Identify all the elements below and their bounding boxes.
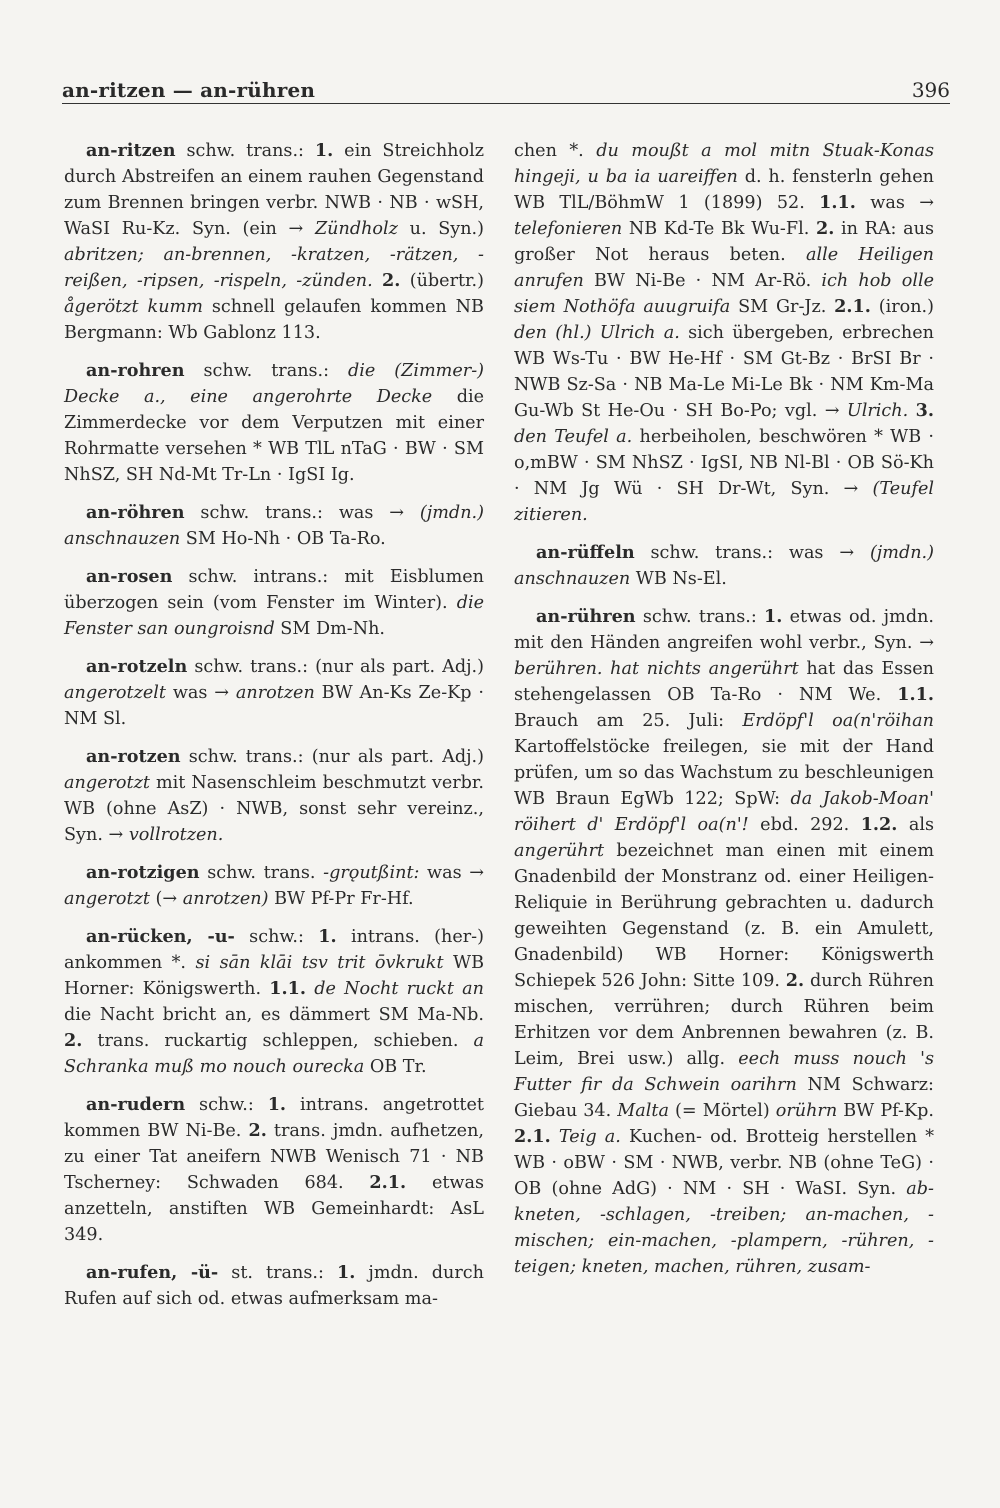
entry-an-roehren bbox=[64, 500, 484, 552]
sense-number: 2.1. bbox=[514, 1126, 551, 1147]
right-column bbox=[514, 138, 934, 1292]
text: NM Schwarz: Giebau 34. bbox=[514, 1075, 934, 1121]
entry-an-rufen bbox=[64, 1260, 484, 1312]
italic-text: die Fenster san oungroisnd bbox=[64, 593, 484, 639]
text: (übertr.) bbox=[400, 271, 484, 291]
lemma: an-rudern bbox=[86, 1094, 186, 1115]
italic-text: -grǫutßint: bbox=[323, 863, 420, 883]
text: BW An-Ks Ze-Kp · NM Sl. bbox=[64, 683, 485, 729]
arrow-icon: → bbox=[824, 401, 840, 421]
entry-an-rotzigen bbox=[64, 860, 484, 912]
running-head bbox=[62, 76, 950, 104]
arrow-icon: → bbox=[919, 633, 934, 653]
italic-text: (jmdn.) anschnauzen bbox=[64, 503, 484, 549]
italic-text: den Teufel a. bbox=[514, 427, 633, 447]
italic-text: Ulrich. bbox=[839, 401, 909, 421]
text: etwas od. jmdn. mit den Händen angreifen wohl verbr., Syn. bbox=[514, 607, 934, 653]
text: hat das Essen stehengelassen OB Ta-Ro · NM We. bbox=[514, 659, 935, 705]
lemma: an-rücken, -u- bbox=[86, 926, 235, 947]
text bbox=[373, 271, 382, 291]
lemma: an-rohren bbox=[86, 360, 185, 381]
text: mit Nasenschleim beschmutzt verbr. WB (ohne AsZ) · NWB, sonst sehr vereinz., Syn. bbox=[64, 773, 484, 845]
arrow-icon: → bbox=[108, 825, 124, 845]
sense-number: 2.1. bbox=[834, 296, 871, 317]
entry-an-rudern bbox=[64, 1092, 484, 1248]
text: NB Kd-Te Bk Wu-Fl. bbox=[622, 219, 816, 239]
italic-text: telefonieren bbox=[514, 219, 623, 239]
italic-text: den (hl.) Ulrich a. bbox=[514, 323, 680, 343]
text: u. Syn.) bbox=[397, 219, 485, 239]
text: schnell gelaufen kommen NB Bergmann: Wb Gablonz 113. bbox=[64, 297, 484, 343]
text: jmdn. durch Rufen auf sich od. etwas aufmerksam ma- bbox=[64, 1263, 484, 1309]
italic-text: Erdöpf'l oa(n'röihan bbox=[742, 711, 934, 731]
text: BW Pf-Pr Fr-Hf. bbox=[268, 889, 414, 909]
italic-text: de Nocht ruckt an bbox=[314, 979, 485, 999]
sense-number: 2. bbox=[248, 1120, 267, 1141]
italic-text: die (Zimmer-) Decke a., eine angerohrte Decke bbox=[64, 361, 484, 407]
lemma: an-rosen bbox=[86, 566, 173, 587]
sense-number: 1. bbox=[267, 1094, 287, 1115]
entry-an-rosen bbox=[64, 564, 484, 642]
italic-text: anrotzen bbox=[229, 683, 315, 703]
arrow-icon: → bbox=[839, 543, 855, 563]
arrow-icon: → bbox=[843, 479, 859, 499]
arrow-icon: → bbox=[214, 683, 230, 703]
lemma: an-rotzen bbox=[86, 746, 181, 767]
lemma: an-ritzen bbox=[86, 140, 176, 161]
lemma: an-rüffeln bbox=[536, 542, 635, 563]
text: d. h. fensterln gehen WB TlL/BöhmW 1 (1899) 52. bbox=[514, 167, 934, 213]
text: etwas anzetteln, anstiften WB Gemeinhardt: AsL 349. bbox=[64, 1173, 484, 1245]
text: trans. jmdn. aufhetzen, zu einer Tat aneifern NWB Wenisch 71 · NB Tscherney: Schwaden 684. bbox=[64, 1121, 484, 1193]
text bbox=[551, 1127, 559, 1147]
lemma: an-röhren bbox=[86, 502, 185, 523]
text: intrans. angetrottet kommen BW Ni-Be. bbox=[64, 1095, 484, 1141]
italic-text: angerotzt bbox=[64, 889, 150, 909]
sense-number: 2. bbox=[785, 970, 805, 991]
entry-an-rufen-continued bbox=[514, 138, 934, 528]
text: die Zimmerdecke vor dem Verputzen mit einer Rohrmatte versehen * WB TlL nTaG · BW · SM NhSZ, SH Nd-Mt Tr-Ln · IgSI Ig. bbox=[64, 387, 484, 485]
text: durch Rühren mischen, verrühren; durch Rühren beim Erhitzen vor dem Anbrennen bewahren (z. B. Leim, Brei usw.) allg. bbox=[514, 971, 935, 1069]
italic-text: angerührt bbox=[514, 841, 605, 861]
text: schw.: bbox=[234, 927, 319, 947]
text: bezeichnet man einen mit einem Gnadenbild der Monstranz od. einer Heiligen-Reliquie in Berührung gebrachten u. dadurch geweihten Gegenstand (z. B. ein Amulett, Gnadenbild) WB Horner: Königswerth Schiepek 526 John: Sitte 109. bbox=[514, 841, 934, 991]
text: st. trans.: bbox=[218, 1263, 337, 1283]
entry-an-rohren bbox=[64, 358, 484, 488]
text: intrans. (her-) ankommen *. bbox=[64, 927, 484, 973]
text: (iron.) bbox=[870, 297, 935, 317]
lemma: an-rotzeln bbox=[86, 656, 188, 677]
italic-text: da Jakob-Moan' röihert d' Erdöpf'l oa(n'! bbox=[514, 789, 934, 835]
sense-number: 1.1. bbox=[269, 978, 307, 999]
text: die Nacht bricht an, es dämmert SM Ma-Nb. bbox=[64, 1005, 484, 1025]
italic-text: a Schranka muß mo nouch ourecka bbox=[64, 1031, 484, 1077]
text: schw. intrans.: mit Eisblumen überzogen sein (vom Fenster im Winter). bbox=[64, 567, 484, 613]
italic-text: anrotzen) bbox=[177, 889, 269, 909]
sense-number: 2.1. bbox=[369, 1172, 407, 1193]
text: schw. trans.: (nur als part. Adj.) bbox=[180, 747, 484, 767]
text bbox=[908, 401, 915, 421]
lemma: an-rotzigen bbox=[86, 862, 200, 883]
text: schw. trans.: bbox=[184, 361, 349, 381]
italic-text: angerotzelt bbox=[64, 683, 166, 703]
sense-number: 1.1. bbox=[897, 684, 934, 705]
left-column bbox=[64, 138, 484, 1324]
text: SM Gr-Jz. bbox=[730, 297, 835, 317]
italic-text: ich hob olle siem Nothöfa auugruifa bbox=[514, 271, 934, 317]
arrow-icon: → bbox=[162, 889, 178, 909]
italic-text: eech muss nouch 's Futter fir da Schwein oarihrn bbox=[514, 1049, 934, 1095]
text: Kuchen- od. Brotteig herstellen * WB · oBW · SM · NWB, verbr. NB (ohne TeG) · OB (ohne AdG) · NM · SH · WaSI. Syn. bbox=[514, 1127, 934, 1199]
arrow-icon: → bbox=[919, 193, 934, 213]
sense-number: 1. bbox=[764, 606, 783, 627]
entry-an-ruecken bbox=[64, 924, 484, 1080]
italic-text: (jmdn.) anschnauzen bbox=[514, 543, 934, 589]
text: Brauch am 25. Juli: bbox=[514, 711, 743, 731]
text: (= Mörtel) bbox=[668, 1101, 776, 1121]
text bbox=[306, 979, 314, 999]
sense-number: 2. bbox=[382, 270, 401, 291]
entry-an-ritzen bbox=[64, 138, 484, 346]
italic-text: vollrotzen. bbox=[123, 825, 224, 845]
italic-text: ab-kneten, -schlagen, -treiben; an-machen, -mischen; ein-machen, -plampern, -rühren, -teigen; kneten, machen, rühren, zusam- bbox=[514, 1179, 934, 1277]
text: BW Pf-Kp. bbox=[837, 1101, 934, 1121]
text: SM Ho-Nh · OB Ta-Ro. bbox=[180, 529, 386, 549]
arrow-icon: → bbox=[389, 503, 405, 523]
arrow-icon: → bbox=[288, 219, 304, 239]
italic-text: du moußt a mol mitn Stuak-Konas hingeji, u ba ia uareiffen bbox=[514, 141, 934, 187]
italic-text: orührn bbox=[775, 1101, 838, 1121]
italic-text: Teig a. bbox=[558, 1127, 621, 1147]
sense-number: 2. bbox=[815, 218, 835, 239]
text: in RA: aus großer Not heraus beten. bbox=[514, 219, 934, 265]
text: OB Tr. bbox=[364, 1057, 427, 1077]
italic-text: si sān klāi tsv trit ōvkrukt bbox=[195, 953, 444, 973]
entry-an-ruehren bbox=[514, 604, 934, 1280]
text: sich übergeben, erbrechen WB Ws-Tu · BW He-Hf · SM Gt-Bz · BrSI Br · NWB Sz-Sa · NB Ma-Le Mi-Le Bk · NM Km-Ma Gu-Wb St He-Ou · SH Bo-Po; vgl. bbox=[514, 323, 934, 421]
entry-an-rotzen bbox=[64, 744, 484, 848]
italic-text: abritzen; an-brennen, -kratzen, -rätzen, -reißen, -ripsen, -rispeln, -zünden. bbox=[64, 245, 484, 291]
header-rule bbox=[62, 103, 950, 104]
sense-number: 1. bbox=[318, 926, 337, 947]
entry-an-rotzeln bbox=[64, 654, 484, 732]
page-number: 396 bbox=[911, 78, 950, 102]
sense-number: 2. bbox=[64, 1030, 83, 1051]
arrow-icon: → bbox=[469, 863, 484, 883]
text: was bbox=[419, 863, 470, 883]
sense-number: 1.1. bbox=[819, 192, 856, 213]
text: Kartoffelstöcke freilegen, sie mit der Hand prüfen, um so das Wachstum zu beschleunigen WB Braun EgWb 122; SpW: bbox=[514, 737, 934, 809]
text: schw. trans. bbox=[199, 863, 324, 883]
text: ( bbox=[149, 889, 163, 909]
text: SM Dm-Nh. bbox=[274, 619, 386, 639]
italic-text: berühren. hat nichts angerührt bbox=[514, 659, 799, 679]
sense-number: 1. bbox=[336, 1262, 356, 1283]
text: als bbox=[897, 815, 934, 835]
text: schw. trans.: was bbox=[634, 543, 840, 563]
italic-text: angerotzt bbox=[64, 773, 150, 793]
text: ebd. 292. bbox=[748, 815, 861, 835]
text: schw. trans.: bbox=[635, 607, 765, 627]
italic-text: alle Heiligen anrufen bbox=[514, 245, 934, 291]
text: BW Ni-Be · NM Ar-Rö. bbox=[583, 271, 822, 291]
text: chen *. bbox=[514, 141, 597, 161]
text: schw. trans.: (nur als part. Adj.) bbox=[187, 657, 484, 677]
italic-text: Zündholz bbox=[303, 219, 398, 239]
text: trans. ruckartig schleppen, schieben. bbox=[82, 1031, 474, 1051]
text: was bbox=[165, 683, 215, 703]
italic-text: ågerötzt kumm bbox=[64, 297, 203, 317]
text: WB Horner: Königswerth. bbox=[64, 953, 484, 999]
italic-text: (Teufel zitieren. bbox=[514, 479, 934, 525]
text: ein Streichholz durch Abstreifen an einem rauhen Gegenstand zum Brennen bringen verbr. NWB · NB · wSH, WaSI Ru-Kz. Syn. (ein bbox=[64, 141, 485, 239]
sense-number: 1. bbox=[314, 140, 334, 161]
text: schw.: bbox=[185, 1095, 268, 1115]
running-head-title: an-ritzen — an-rühren bbox=[62, 78, 316, 102]
sense-number: 1.2. bbox=[860, 814, 898, 835]
entry-an-rueffeln bbox=[514, 540, 934, 592]
text: was bbox=[855, 193, 920, 213]
sense-number: 3. bbox=[915, 400, 934, 421]
italic-text: Malta bbox=[617, 1101, 669, 1121]
lemma: an-rühren bbox=[536, 606, 636, 627]
text: WB Ns-El. bbox=[630, 569, 727, 589]
text: herbeiholen, beschwören * WB · o,mBW · SM NhSZ · IgSI, NB Nl-Bl · OB Sö-Kh · NM Jg Wü · SH Dr-Wt, Syn. bbox=[514, 427, 934, 499]
text: schw. trans.: bbox=[175, 141, 315, 161]
lemma: an-rufen, -ü- bbox=[86, 1262, 219, 1283]
text: schw. trans.: was bbox=[184, 503, 390, 523]
